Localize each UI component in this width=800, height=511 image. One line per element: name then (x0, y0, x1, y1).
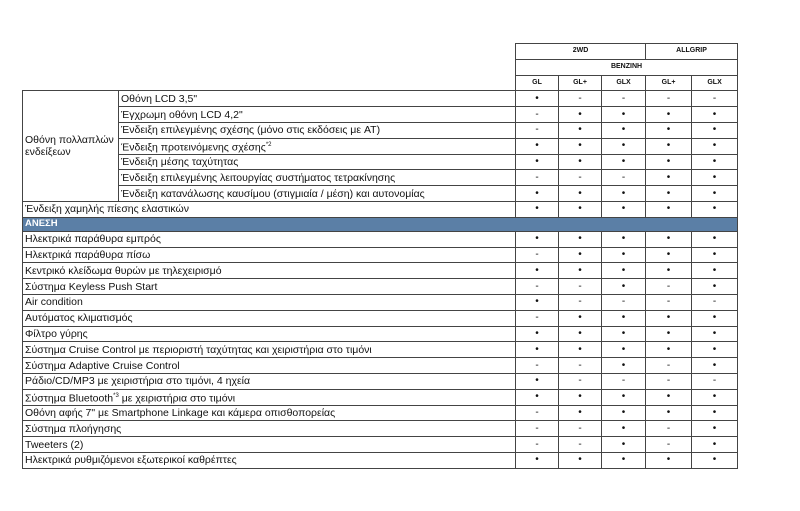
table-row (23, 91, 738, 107)
availability-mark: - (559, 373, 602, 389)
feature-cell (23, 294, 516, 310)
feature-cell (119, 138, 516, 154)
availability-mark: - (516, 122, 559, 138)
feature-cell (23, 201, 516, 217)
feature-cell (119, 91, 516, 107)
feature-cell (23, 373, 516, 389)
feature-cell (119, 170, 516, 186)
availability-mark: • (692, 405, 738, 421)
availability-mark: • (602, 358, 646, 374)
availability-mark: • (692, 310, 738, 326)
feature-cell (23, 389, 516, 405)
row-label: Ηλεκτρικά ρυθμιζόμενοι εξωτερικοί καθρέπτες (25, 454, 237, 467)
table-row (23, 421, 738, 437)
availability-mark: • (602, 405, 646, 421)
availability-mark: • (646, 122, 692, 138)
availability-mark: • (559, 405, 602, 421)
availability-mark: • (559, 247, 602, 263)
availability-mark: • (559, 452, 602, 468)
availability-mark: • (646, 154, 692, 170)
row-label: Ένδειξη επιλεγμένης σχέσης (μόνο στις εκδόσεις με AT) (121, 124, 381, 137)
row-label: Tweeters (2) (25, 438, 84, 451)
group-header-2wd: 2WD (516, 44, 646, 60)
table-row (23, 186, 738, 202)
row-label: Κεντρικό κλείδωμα θυρών με τηλεχειρισμό (25, 264, 222, 277)
availability-mark: • (692, 231, 738, 247)
availability-mark: • (692, 201, 738, 217)
availability-mark: - (559, 279, 602, 295)
row-label: Σύστημα πλοήγησης (25, 422, 122, 435)
availability-mark: - (559, 170, 602, 186)
feature-cell (119, 107, 516, 123)
availability-mark: • (646, 186, 692, 202)
availability-mark: • (602, 107, 646, 123)
availability-mark: • (692, 421, 738, 437)
availability-mark: • (516, 263, 559, 279)
table-row (23, 154, 738, 170)
availability-mark: - (516, 421, 559, 437)
availability-mark: - (646, 437, 692, 453)
availability-mark: • (692, 107, 738, 123)
row-label: Σύστημα Adaptive Cruise Control (25, 359, 180, 372)
row-label: Φίλτρο γύρης (25, 327, 88, 340)
availability-mark: • (692, 326, 738, 342)
availability-mark: • (646, 342, 692, 358)
availability-mark: • (602, 186, 646, 202)
availability-mark: - (602, 373, 646, 389)
row-label: Σύστημα Cruise Control με περιοριστή ταχύτητας και χειριστήρια στο τιμόνι (25, 343, 372, 356)
availability-mark: • (559, 154, 602, 170)
availability-mark: • (646, 310, 692, 326)
availability-mark: • (516, 294, 559, 310)
feature-cell (23, 247, 516, 263)
feature-cell (23, 279, 516, 295)
availability-mark: • (692, 452, 738, 468)
availability-mark: • (516, 342, 559, 358)
availability-mark: • (516, 389, 559, 405)
feature-cell (23, 421, 516, 437)
availability-mark: • (692, 122, 738, 138)
availability-mark: • (692, 170, 738, 186)
availability-mark: • (559, 389, 602, 405)
row-label-continued: με χειριστήρια στο τιμόνι (118, 392, 236, 405)
feature-cell (23, 437, 516, 453)
availability-mark: • (646, 326, 692, 342)
feature-cell (119, 186, 516, 202)
availability-mark: • (692, 358, 738, 374)
availability-mark: • (602, 263, 646, 279)
availability-mark: • (646, 170, 692, 186)
availability-mark: • (602, 122, 646, 138)
availability-mark: - (602, 91, 646, 107)
availability-mark: • (602, 247, 646, 263)
header-trim-row (23, 75, 738, 91)
availability-mark: • (516, 201, 559, 217)
row-label: Σύστημα Keyless Push Start (25, 280, 158, 293)
table-row (23, 437, 738, 453)
availability-mark: • (516, 231, 559, 247)
trim-header: GLX (692, 75, 738, 91)
availability-mark: - (516, 247, 559, 263)
availability-mark: • (646, 452, 692, 468)
availability-mark: - (559, 294, 602, 310)
row-label: Οθόνη LCD 3,5" (121, 92, 198, 105)
feature-cell (23, 405, 516, 421)
table-row (23, 294, 738, 310)
availability-mark: - (559, 91, 602, 107)
footnote-marker: *2 (265, 141, 272, 148)
row-label: Ηλεκτρικά παράθυρα πίσω (25, 248, 151, 261)
table-row (23, 201, 738, 217)
availability-mark: • (602, 452, 646, 468)
availability-mark: • (559, 122, 602, 138)
section-header-row (23, 217, 738, 231)
row-label: Αυτόματος κλιματισμός (25, 312, 133, 325)
availability-mark: • (646, 201, 692, 217)
row-label: Ράδιο/CD/MP3 με χειριστήρια στο τιμόνι, 4 ηχεία (25, 375, 251, 388)
availability-mark: • (602, 154, 646, 170)
table-row (23, 122, 738, 138)
availability-mark: • (692, 389, 738, 405)
availability-mark: • (692, 138, 738, 154)
availability-mark: - (516, 310, 559, 326)
table-row (23, 138, 738, 154)
availability-mark: • (516, 154, 559, 170)
table-row (23, 247, 738, 263)
availability-mark: • (602, 437, 646, 453)
table-row (23, 452, 738, 468)
availability-mark: • (602, 389, 646, 405)
row-label: Ένδειξη μέσης ταχύτητας (121, 155, 239, 168)
row-label: Σύστημα Bluetooth (25, 392, 114, 405)
availability-mark: • (516, 138, 559, 154)
trim-header: GLX (602, 75, 646, 91)
availability-mark: - (516, 358, 559, 374)
feature-cell (23, 326, 516, 342)
row-label: Ένδειξη χαμηλής πίεσης ελαστικών (25, 203, 189, 216)
table-row (23, 358, 738, 374)
availability-mark: • (602, 231, 646, 247)
table-row (23, 389, 738, 405)
availability-mark: • (692, 247, 738, 263)
feature-cell (119, 154, 516, 170)
availability-mark: • (646, 138, 692, 154)
availability-mark: • (602, 310, 646, 326)
availability-mark: - (559, 421, 602, 437)
header-fuel-row (23, 59, 738, 75)
availability-mark: - (602, 170, 646, 186)
availability-mark: • (516, 91, 559, 107)
fuel-header: BENZINH (516, 59, 738, 75)
availability-mark: • (646, 405, 692, 421)
availability-mark: • (646, 107, 692, 123)
feature-cell (23, 310, 516, 326)
table-row (23, 170, 738, 186)
trim-header: GL (516, 75, 559, 91)
availability-mark: • (559, 231, 602, 247)
availability-mark: - (516, 107, 559, 123)
section-title: ΑΝΕΣΗ (23, 217, 738, 231)
feature-cell (23, 231, 516, 247)
availability-mark: • (516, 186, 559, 202)
availability-mark: • (602, 421, 646, 437)
table-row (23, 326, 738, 342)
availability-mark: • (559, 310, 602, 326)
row-label: Ένδειξη προτεινόμενης σχέσης (121, 141, 266, 154)
table-row (23, 373, 738, 389)
equipment-table (22, 43, 738, 469)
feature-cell (23, 342, 516, 358)
availability-mark: • (646, 263, 692, 279)
availability-mark: • (646, 389, 692, 405)
availability-mark: • (646, 231, 692, 247)
availability-mark: • (692, 263, 738, 279)
availability-mark: - (516, 279, 559, 295)
availability-mark: - (646, 373, 692, 389)
row-label: Air condition (25, 296, 83, 309)
availability-mark: • (559, 138, 602, 154)
availability-mark: - (692, 373, 738, 389)
header-groups-row (23, 44, 738, 60)
trim-header: GL+ (559, 75, 602, 91)
feature-cell (119, 122, 516, 138)
row-label: Ηλεκτρικά παράθυρα εμπρός (25, 233, 161, 246)
availability-mark: - (692, 294, 738, 310)
availability-mark: • (559, 201, 602, 217)
feature-cell (23, 358, 516, 374)
availability-mark: • (692, 186, 738, 202)
availability-mark: - (602, 294, 646, 310)
availability-mark: - (646, 91, 692, 107)
table-row (23, 279, 738, 295)
footnote-marker: *3 (113, 392, 119, 399)
availability-mark: • (559, 326, 602, 342)
availability-mark: • (602, 279, 646, 295)
row-label: Οθόνη αφής 7" με Smartphone Linkage και κάμερα οπισθοπορείας (25, 406, 336, 419)
availability-mark: • (602, 326, 646, 342)
availability-mark: • (602, 201, 646, 217)
group-header-allgrip: ALLGRIP (646, 44, 738, 60)
availability-mark: - (692, 91, 738, 107)
feature-cell (23, 452, 516, 468)
table-row (23, 342, 738, 358)
availability-mark: • (559, 342, 602, 358)
row-label: Ένδειξη επιλεγμένης λειτουργίας συστήματος τετρακίνησης (121, 171, 396, 184)
table-row (23, 263, 738, 279)
availability-mark: - (516, 170, 559, 186)
group-label: Οθόνη πολλαπλών ενδείξεων (23, 91, 119, 202)
availability-mark: - (646, 294, 692, 310)
table-row (23, 310, 738, 326)
availability-mark: • (692, 342, 738, 358)
availability-mark: • (516, 373, 559, 389)
availability-mark: • (602, 342, 646, 358)
availability-mark: • (559, 186, 602, 202)
availability-mark: • (692, 154, 738, 170)
table-row (23, 405, 738, 421)
availability-mark: - (559, 358, 602, 374)
row-label: Ένδειξη κατανάλωσης καυσίμου (στιγμιαία / μέση) και αυτονομίας (121, 187, 425, 200)
availability-mark: • (559, 107, 602, 123)
availability-mark: - (646, 358, 692, 374)
availability-mark: - (646, 421, 692, 437)
table-row (23, 107, 738, 123)
availability-mark: - (516, 405, 559, 421)
availability-mark: • (602, 138, 646, 154)
availability-mark: - (559, 437, 602, 453)
availability-mark: - (646, 279, 692, 295)
availability-mark: • (516, 452, 559, 468)
feature-cell (23, 263, 516, 279)
row-label: Έγχρωμη οθόνη LCD 4,2" (121, 108, 243, 121)
availability-mark: • (559, 263, 602, 279)
availability-mark: • (692, 279, 738, 295)
availability-mark: - (516, 437, 559, 453)
availability-mark: • (646, 247, 692, 263)
table-row (23, 231, 738, 247)
trim-header: GL+ (646, 75, 692, 91)
availability-mark: • (516, 326, 559, 342)
availability-mark: • (692, 437, 738, 453)
